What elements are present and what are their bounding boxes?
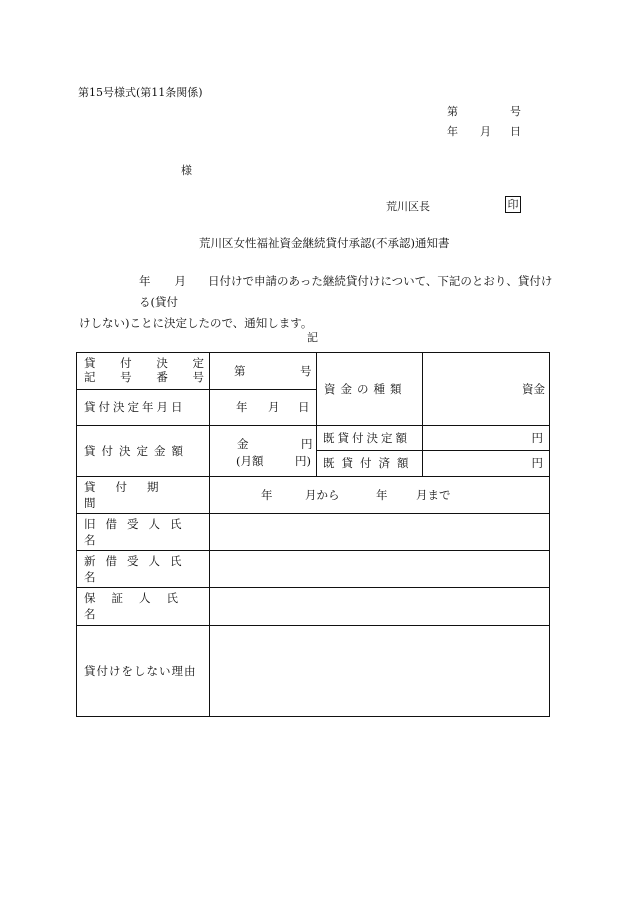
fund-type-label: 資金の種類 (324, 381, 407, 396)
period-month-from: 月から (305, 487, 340, 502)
body-line2: けしない)ことに決定したので、通知します。 (79, 316, 313, 330)
monthly-unit: 円) (295, 454, 311, 468)
body-line1: 日付けで申請のあった継続貸付けについて、下記のとおり、貸付ける(貸付 (139, 274, 553, 309)
decision-number-suffix: 号 (300, 363, 312, 378)
ki-heading: 記 (307, 331, 318, 344)
period-label: 貸付期間 (84, 479, 179, 510)
decision-date-day: 日 (298, 400, 310, 414)
amount-unit: 円 (301, 437, 313, 451)
document-title: 荒川区女性福祉資金継続貸付承認(不承認)通知書 (199, 236, 450, 250)
decision-date-year: 年 (236, 400, 248, 414)
new-borrower-label: 新借受人氏名 (84, 553, 192, 584)
reason-label: 貸付けをしない理由 (84, 663, 197, 678)
guarantor-label: 保証人氏名 (84, 591, 194, 621)
decision-number-prefix: 第 (234, 363, 246, 378)
prior-decision-label: 既貸付決定額 (323, 430, 410, 445)
doc-number-prefix: 第 (447, 105, 458, 118)
seal-mark: 印 (505, 196, 521, 213)
old-borrower-label: 旧借受人氏名 (84, 516, 192, 547)
issuer-name: 荒川区長 (386, 200, 430, 213)
period-year-to: 年 (376, 487, 388, 502)
body-month: 月 (174, 274, 186, 288)
monthly-prefix: (月額 (236, 454, 264, 468)
prior-paid-unit: 円 (531, 456, 543, 470)
prior-decision-unit: 円 (531, 430, 543, 445)
body-year: 年 (139, 274, 151, 288)
amount-prefix: 金 (237, 437, 249, 451)
period-year-from: 年 (261, 487, 273, 502)
form-number: 第15号様式(第11条関係) (78, 86, 203, 99)
prior-paid-label: 既貸付済額 (323, 456, 416, 470)
doc-number-suffix: 号 (510, 105, 521, 118)
addressee-suffix: 様 (181, 164, 192, 177)
date-year: 年 (447, 125, 458, 138)
amount-label: 貸付決定金額 (84, 443, 189, 458)
decision-date-label: 貸付決定年月日 (84, 400, 186, 414)
decision-number-label: 貸 付 決 定 記 号 番 号 (84, 356, 204, 384)
date-day: 日 (510, 125, 521, 138)
decision-date-month: 月 (268, 400, 280, 414)
date-month: 月 (480, 125, 491, 138)
body-paragraph (79, 271, 553, 334)
fund-type-value: 資金 (522, 381, 545, 396)
loan-detail-table (76, 352, 550, 717)
period-month-to: 月まで (416, 487, 451, 502)
